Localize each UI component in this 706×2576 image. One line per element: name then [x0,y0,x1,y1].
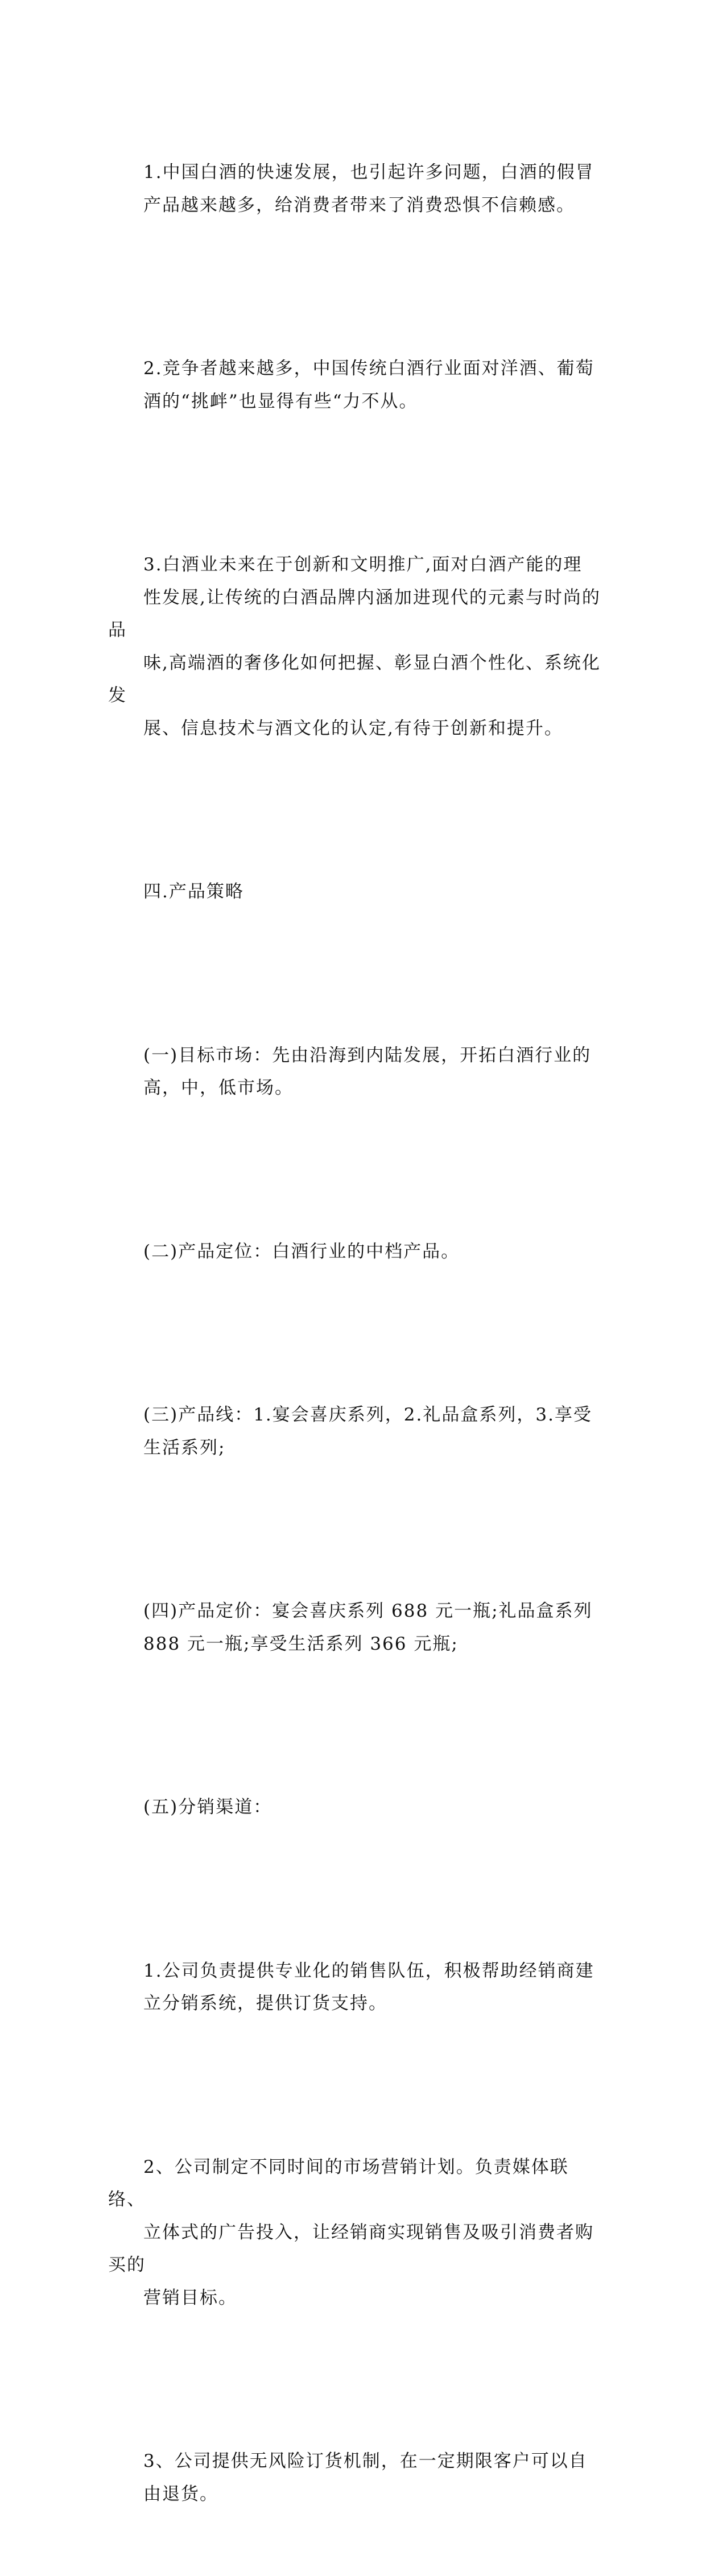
paragraph-line: 味,高端酒的奢侈化如何把握、彰显白酒个性化、系统化发 [108,652,601,706]
section-heading-text: 四.产品策略 [143,881,244,902]
paragraph-line: 性发展,让传统的白酒品牌内涵加进现代的元素与时尚的品 [108,587,601,640]
paragraph-line: 生活系列; [143,1437,226,1458]
paragraph-line: (四)产品定价：宴会喜庆系列 688 元一瓶;礼品盒系列 [143,1601,593,1621]
paragraph-line: 营销目标。 [143,2287,237,2308]
paragraph-line: 3、公司提供无风险订货机制，在一定期限客户可以自 [143,2451,588,2471]
paragraph-line: 产品越来越多，给消费者带来了消费恐惧不信赖感。 [143,194,575,216]
section-heading [108,810,604,974]
paragraph-2 [108,287,604,483]
paragraph-line: 1.中国白酒的快速发展，也引起许多问题，白酒的假冒 [143,162,594,183]
paragraph-distribution-heading [108,1726,604,1890]
paragraph-line: 酒的“挑衅”也显得有些“力不从。 [143,391,418,412]
paragraph-3 [108,483,604,810]
paragraph-line: (一)目标市场：先由沿海到内陆发展，开拓白酒行业的 [143,1045,592,1066]
paragraph-distribution-2 [108,2086,604,2380]
paragraph-distribution-3 [108,2380,604,2576]
paragraph-line: 888 元一瓶;享受生活系列 366 元瓶; [143,1633,459,1654]
paragraph-line: 展、信息技术与酒文化的认定,有待于创新和提升。 [143,718,563,739]
paragraph-target-market [108,974,604,1170]
paragraph-pricing [108,1530,604,1726]
paragraph-line: 2、公司制定不同时间的市场营销计划。负责媒体联络、 [108,2156,569,2210]
paragraph-positioning [108,1170,604,1334]
paragraph-line: 高，中，低市场。 [143,1078,294,1098]
paragraph-line: 立分销系统，提供订货支持。 [143,1993,387,2014]
paragraph-1 [108,91,604,287]
paragraph-line: 由退货。 [143,2483,218,2504]
paragraph-line: 立体式的广告投入，让经销商实现销售及吸引消费者购买的 [108,2222,594,2275]
paragraph-line: (三)产品线：1.宴会喜庆系列，2.礼品盒系列，3.享受 [143,1405,592,1425]
paragraph-line: (五)分销渠道： [143,1797,273,1817]
paragraph-distribution-1 [108,1890,604,2086]
paragraph-product-line [108,1333,604,1530]
document-body [108,91,604,2576]
paragraph-line: (二)产品定位：白酒行业的中档产品。 [143,1241,460,1262]
paragraph-line: 1.公司负责提供专业化的销售队伍，积极帮助经销商建 [143,1960,594,1981]
paragraph-line: 3.白酒业未来在于创新和文明推广,面对白酒产能的理 [143,554,583,575]
paragraph-line: 2.竞争者越来越多，中国传统白酒行业面对洋酒、葡萄 [143,358,594,379]
